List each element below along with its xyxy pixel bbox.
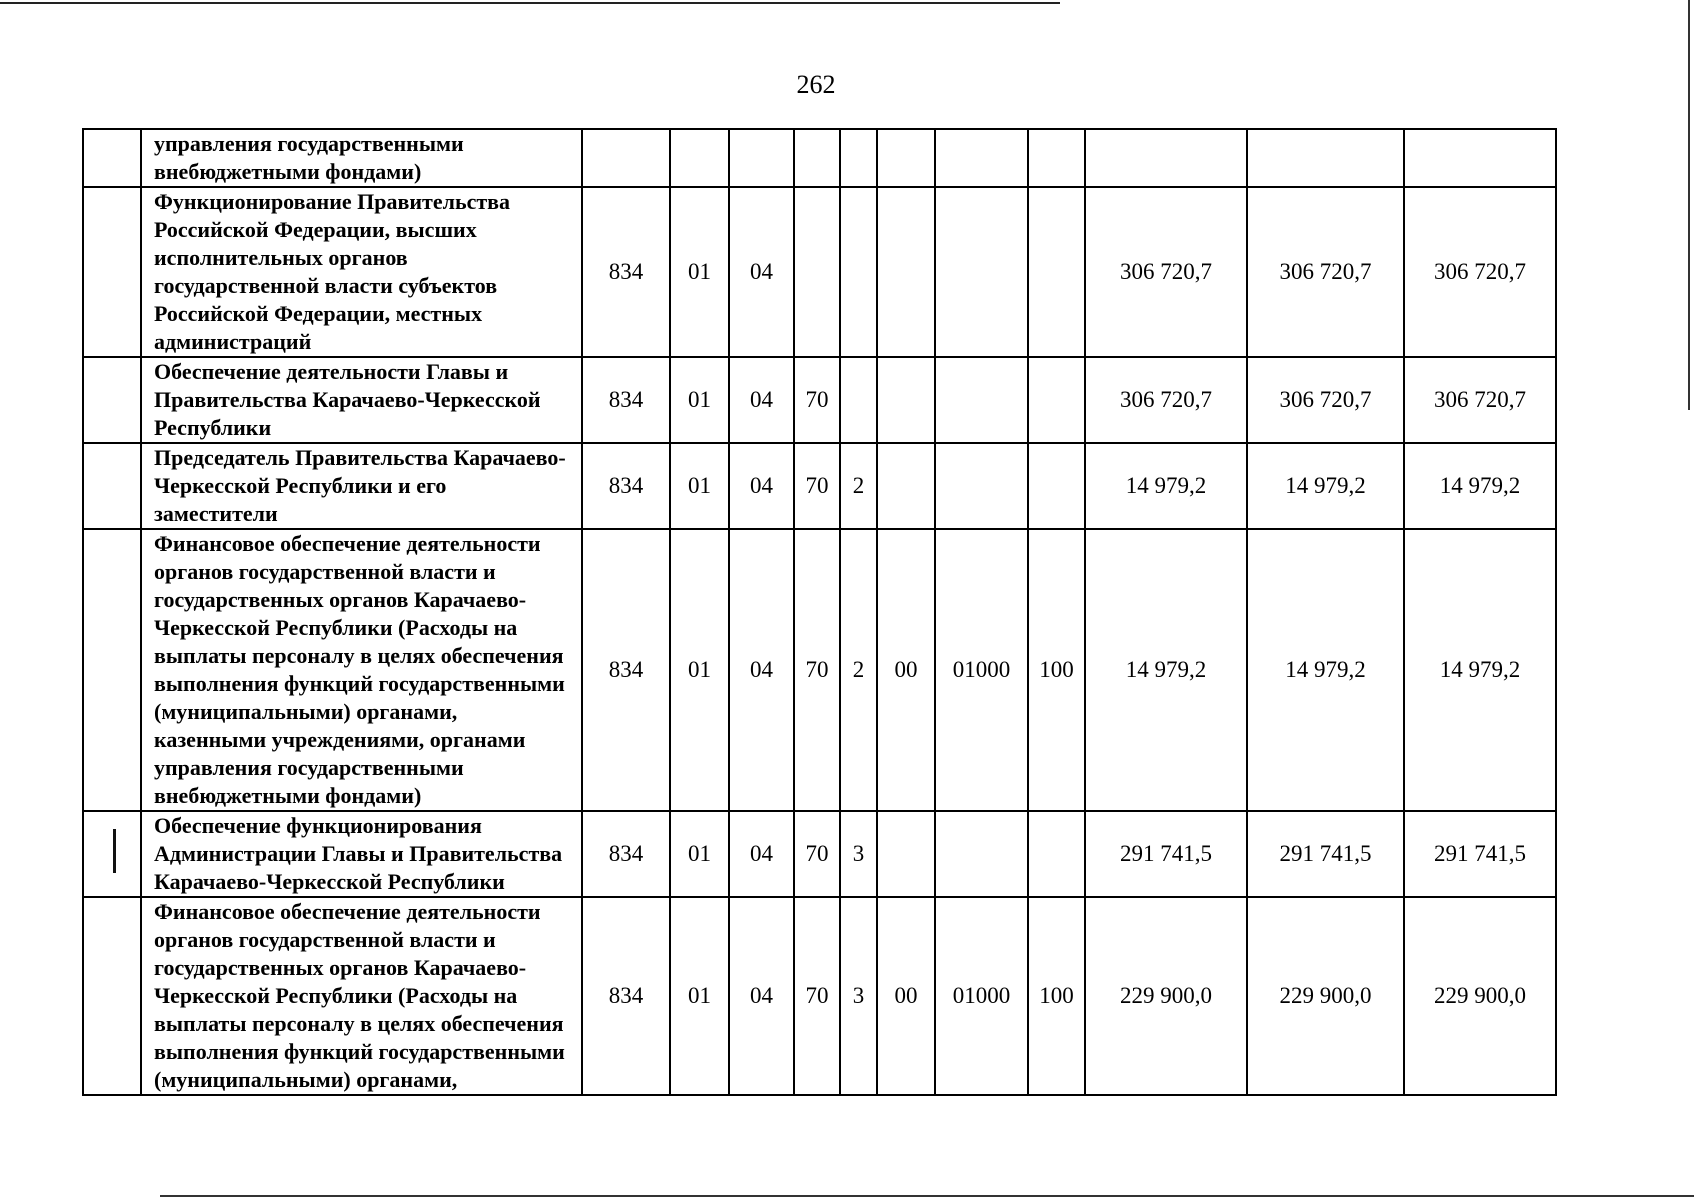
section-cell: 01 [670, 811, 729, 897]
row-number-cell [83, 357, 141, 443]
amount-2-cell: 306 720,7 [1247, 187, 1404, 357]
expense-type-cell [1028, 811, 1085, 897]
amount-3-cell: 306 720,7 [1404, 357, 1556, 443]
amount-3-cell [1404, 129, 1556, 187]
description-cell: Обеспечение деятельности Главы и Правительства Карачаево-Черкесской Республики [141, 357, 582, 443]
subsection-cell: 04 [729, 443, 794, 529]
expense-type-cell [1028, 187, 1085, 357]
direction-cell [935, 443, 1028, 529]
section-cell: 01 [670, 357, 729, 443]
amount-2-cell: 14 979,2 [1247, 529, 1404, 811]
description-cell: Обеспечение функционирования Администрации Главы и Правительства Карачаево-Черкесской Республики [141, 811, 582, 897]
program-cell: 70 [794, 811, 840, 897]
section-cell [670, 129, 729, 187]
subprogram-cell [840, 187, 877, 357]
subsection-cell: 04 [729, 897, 794, 1095]
main-event-cell: 00 [877, 897, 935, 1095]
amount-1-cell: 14 979,2 [1085, 529, 1247, 811]
table-row [83, 443, 1556, 529]
scan-right-edge [1688, 0, 1690, 410]
main-event-cell [877, 129, 935, 187]
subprogram-cell: 2 [840, 529, 877, 811]
subsection-cell [729, 129, 794, 187]
subprogram-cell: 2 [840, 443, 877, 529]
row-number-cell [83, 443, 141, 529]
subprogram-cell [840, 357, 877, 443]
description-cell: Председатель Правительства Карачаево- Черкесской Республики и его заместители [141, 443, 582, 529]
expense-type-cell: 100 [1028, 897, 1085, 1095]
row-number-cell [83, 897, 141, 1095]
description-cell: Функционирование Правительства Российской Федерации, высших исполнительных органов государственной власти субъектов Российской Федерации, местных администраций [141, 187, 582, 357]
amount-3-cell: 229 900,0 [1404, 897, 1556, 1095]
expense-type-cell [1028, 443, 1085, 529]
amount-1-cell: 229 900,0 [1085, 897, 1247, 1095]
glav-cell: 834 [582, 897, 670, 1095]
direction-cell [935, 129, 1028, 187]
amount-1-cell [1085, 129, 1247, 187]
program-cell: 70 [794, 897, 840, 1095]
subsection-cell: 04 [729, 529, 794, 811]
row-number-cell [83, 187, 141, 357]
program-cell: 70 [794, 357, 840, 443]
program-cell [794, 187, 840, 357]
table-row [83, 529, 1556, 811]
glav-cell: 834 [582, 811, 670, 897]
amount-1-cell: 291 741,5 [1085, 811, 1247, 897]
subprogram-cell: 3 [840, 811, 877, 897]
glav-cell: 834 [582, 187, 670, 357]
program-cell [794, 129, 840, 187]
subsection-cell: 04 [729, 811, 794, 897]
subsection-cell: 04 [729, 357, 794, 443]
amount-3-cell: 306 720,7 [1404, 187, 1556, 357]
amount-3-cell: 14 979,2 [1404, 529, 1556, 811]
description-cell: Финансовое обеспечение деятельности органов государственной власти и государственных органов Карачаево- Черкесской Республики (Расходы на выплаты персоналу в целях обеспечения выполнения функций государственными (муниципальными) органами, казенными учреждениями, органами управления государственными внебюджетными фондами) [141, 529, 582, 811]
budget-table [82, 128, 1557, 1096]
glav-cell [582, 129, 670, 187]
direction-cell: 01000 [935, 529, 1028, 811]
scan-bottom-edge [160, 1195, 1694, 1197]
table-body [83, 129, 1556, 1095]
expense-type-cell [1028, 129, 1085, 187]
glav-cell: 834 [582, 357, 670, 443]
section-cell: 01 [670, 443, 729, 529]
amount-1-cell: 306 720,7 [1085, 187, 1247, 357]
table-row [83, 811, 1556, 897]
main-event-cell [877, 357, 935, 443]
program-cell: 70 [794, 443, 840, 529]
amount-3-cell: 291 741,5 [1404, 811, 1556, 897]
subprogram-cell: 3 [840, 897, 877, 1095]
main-event-cell [877, 187, 935, 357]
table-row [83, 357, 1556, 443]
table-row [83, 129, 1556, 187]
amount-2-cell [1247, 129, 1404, 187]
subprogram-cell [840, 129, 877, 187]
section-cell: 01 [670, 897, 729, 1095]
program-cell: 70 [794, 529, 840, 811]
main-event-cell [877, 443, 935, 529]
amount-2-cell: 291 741,5 [1247, 811, 1404, 897]
subsection-cell: 04 [729, 187, 794, 357]
direction-cell [935, 357, 1028, 443]
amount-2-cell: 229 900,0 [1247, 897, 1404, 1095]
glav-cell: 834 [582, 529, 670, 811]
margin-mark [113, 829, 116, 873]
amount-3-cell: 14 979,2 [1404, 443, 1556, 529]
amount-1-cell: 306 720,7 [1085, 357, 1247, 443]
page-number: 262 [796, 70, 836, 99]
glav-cell: 834 [582, 443, 670, 529]
amount-2-cell: 14 979,2 [1247, 443, 1404, 529]
section-cell: 01 [670, 529, 729, 811]
direction-cell [935, 811, 1028, 897]
table-row [83, 897, 1556, 1095]
main-event-cell: 00 [877, 529, 935, 811]
main-event-cell [877, 811, 935, 897]
row-number-cell [83, 129, 141, 187]
row-number-cell [83, 811, 141, 897]
scan-top-edge [0, 2, 1060, 4]
section-cell: 01 [670, 187, 729, 357]
direction-cell: 01000 [935, 897, 1028, 1095]
row-number-cell [83, 529, 141, 811]
amount-2-cell: 306 720,7 [1247, 357, 1404, 443]
expense-type-cell: 100 [1028, 529, 1085, 811]
description-cell: управления государственными внебюджетными фондами) [141, 129, 582, 187]
description-cell: Финансовое обеспечение деятельности органов государственной власти и государственных органов Карачаево- Черкесской Республики (Расходы на выплаты персоналу в целях обеспечения выполнения функций государственными (муниципальными) органами, [141, 897, 582, 1095]
direction-cell [935, 187, 1028, 357]
expense-type-cell [1028, 357, 1085, 443]
table-row [83, 187, 1556, 357]
amount-1-cell: 14 979,2 [1085, 443, 1247, 529]
